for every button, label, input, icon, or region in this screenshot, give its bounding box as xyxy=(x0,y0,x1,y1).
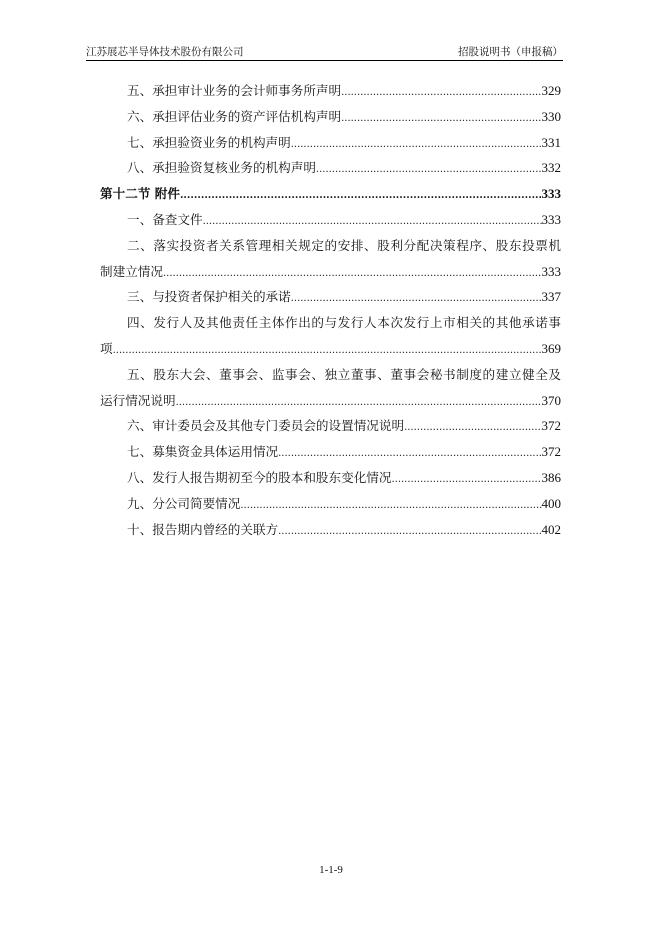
toc-entry-title: 一、备查文件 xyxy=(127,211,203,227)
toc-entry-page: 370 xyxy=(541,392,561,408)
toc-entry-title-line1: 四、发行人及其他责任主体作出的与发行人本次发行上市相关的其他承诺事 xyxy=(127,315,561,331)
toc-entry[interactable] xyxy=(100,517,561,543)
toc-entry-title-line1: 二、落实投资者关系管理相关规定的安排、股利分配决策程序、股东投票机 xyxy=(127,237,561,253)
toc-entry-page: 333 xyxy=(541,211,561,227)
toc-entry-title: 九、分公司简要情况 xyxy=(127,495,241,511)
leader-dots xyxy=(404,413,541,439)
toc-entry-page: 332 xyxy=(541,160,561,176)
toc-entry-multiline[interactable] xyxy=(100,362,561,414)
toc-entry[interactable] xyxy=(100,130,561,156)
leader-dots xyxy=(291,130,542,156)
toc-entry[interactable] xyxy=(100,78,561,104)
toc-entry-page: 369 xyxy=(541,340,561,356)
leader-dots xyxy=(176,388,542,414)
toc-entry-page: 337 xyxy=(541,289,561,305)
leader-dots xyxy=(113,336,542,362)
toc-entry-title: 六、审计委员会及其他专门委员会的设置情况说明 xyxy=(127,418,405,434)
toc-entry-page: 331 xyxy=(541,134,561,150)
toc-entry-page: 402 xyxy=(541,521,561,537)
toc-entry-title-line2: 项 xyxy=(100,340,113,356)
toc-entry-title-line2: 运行情况说明 xyxy=(100,392,176,408)
toc-entry-page: 400 xyxy=(541,495,561,511)
toc-section-page: 333 xyxy=(541,186,561,202)
leader-dots xyxy=(240,491,541,517)
leader-dots xyxy=(203,207,542,233)
leader-dots xyxy=(180,181,542,207)
leader-dots xyxy=(341,104,541,130)
toc-entry-title: 八、发行人报告期初至今的股本和股东变化情况 xyxy=(127,469,392,485)
toc-entry-title: 七、承担验资业务的机构声明 xyxy=(127,134,291,150)
toc-entry-title: 三、与投资者保护相关的承诺 xyxy=(127,289,291,305)
page-header xyxy=(86,43,563,61)
leader-dots xyxy=(291,284,542,310)
page-number: 1-1-9 xyxy=(319,864,343,876)
toc-entry-page: 329 xyxy=(541,83,561,98)
toc-entry[interactable] xyxy=(100,413,561,439)
toc-entry[interactable] xyxy=(100,491,561,517)
toc-entry-title: 八、承担验资复核业务的机构声明 xyxy=(127,160,316,176)
toc-entry-title: 六、承担评估业务的资产评估机构声明 xyxy=(127,108,342,124)
leader-dots xyxy=(316,155,542,181)
toc-entry-page: 386 xyxy=(541,469,561,485)
toc-entry-page: 333 xyxy=(541,263,561,279)
toc-entry[interactable] xyxy=(100,207,561,233)
toc-entry-title-line2: 制建立情况 xyxy=(100,263,163,279)
toc-entry-page: 372 xyxy=(541,444,561,460)
leader-dots xyxy=(341,78,541,104)
leader-dots xyxy=(163,259,542,285)
toc-entry[interactable] xyxy=(100,465,561,491)
toc-entry-page: 330 xyxy=(541,108,561,124)
company-name: 江苏展芯半导体技术股份有限公司 xyxy=(86,46,244,58)
toc-entry-multiline[interactable] xyxy=(100,233,561,285)
toc-entry-title: 五、承担审计业务的会计师事务所声明 xyxy=(127,83,342,98)
toc-entry[interactable] xyxy=(100,439,561,465)
toc-entry[interactable] xyxy=(100,155,561,181)
toc-entry[interactable] xyxy=(100,104,561,130)
toc-section-title: 第十二节 附件 xyxy=(100,186,180,202)
table-of-contents xyxy=(100,78,561,542)
toc-entry[interactable] xyxy=(100,284,561,310)
document-title: 招股说明书（申报稿） xyxy=(458,46,563,58)
toc-entry-title: 十、报告期内曾经的关联方 xyxy=(127,521,279,537)
leader-dots xyxy=(391,465,541,491)
toc-entry-title: 七、募集资金具体运用情况 xyxy=(127,444,279,460)
leader-dots xyxy=(278,517,541,543)
toc-entry-multiline[interactable] xyxy=(100,310,561,362)
leader-dots xyxy=(278,439,541,465)
toc-entry-page: 372 xyxy=(541,418,561,434)
toc-entry-title-line1: 五、股东大会、董事会、监事会、独立董事、董事会秘书制度的建立健全及 xyxy=(127,366,561,382)
toc-section-heading[interactable] xyxy=(100,181,561,207)
